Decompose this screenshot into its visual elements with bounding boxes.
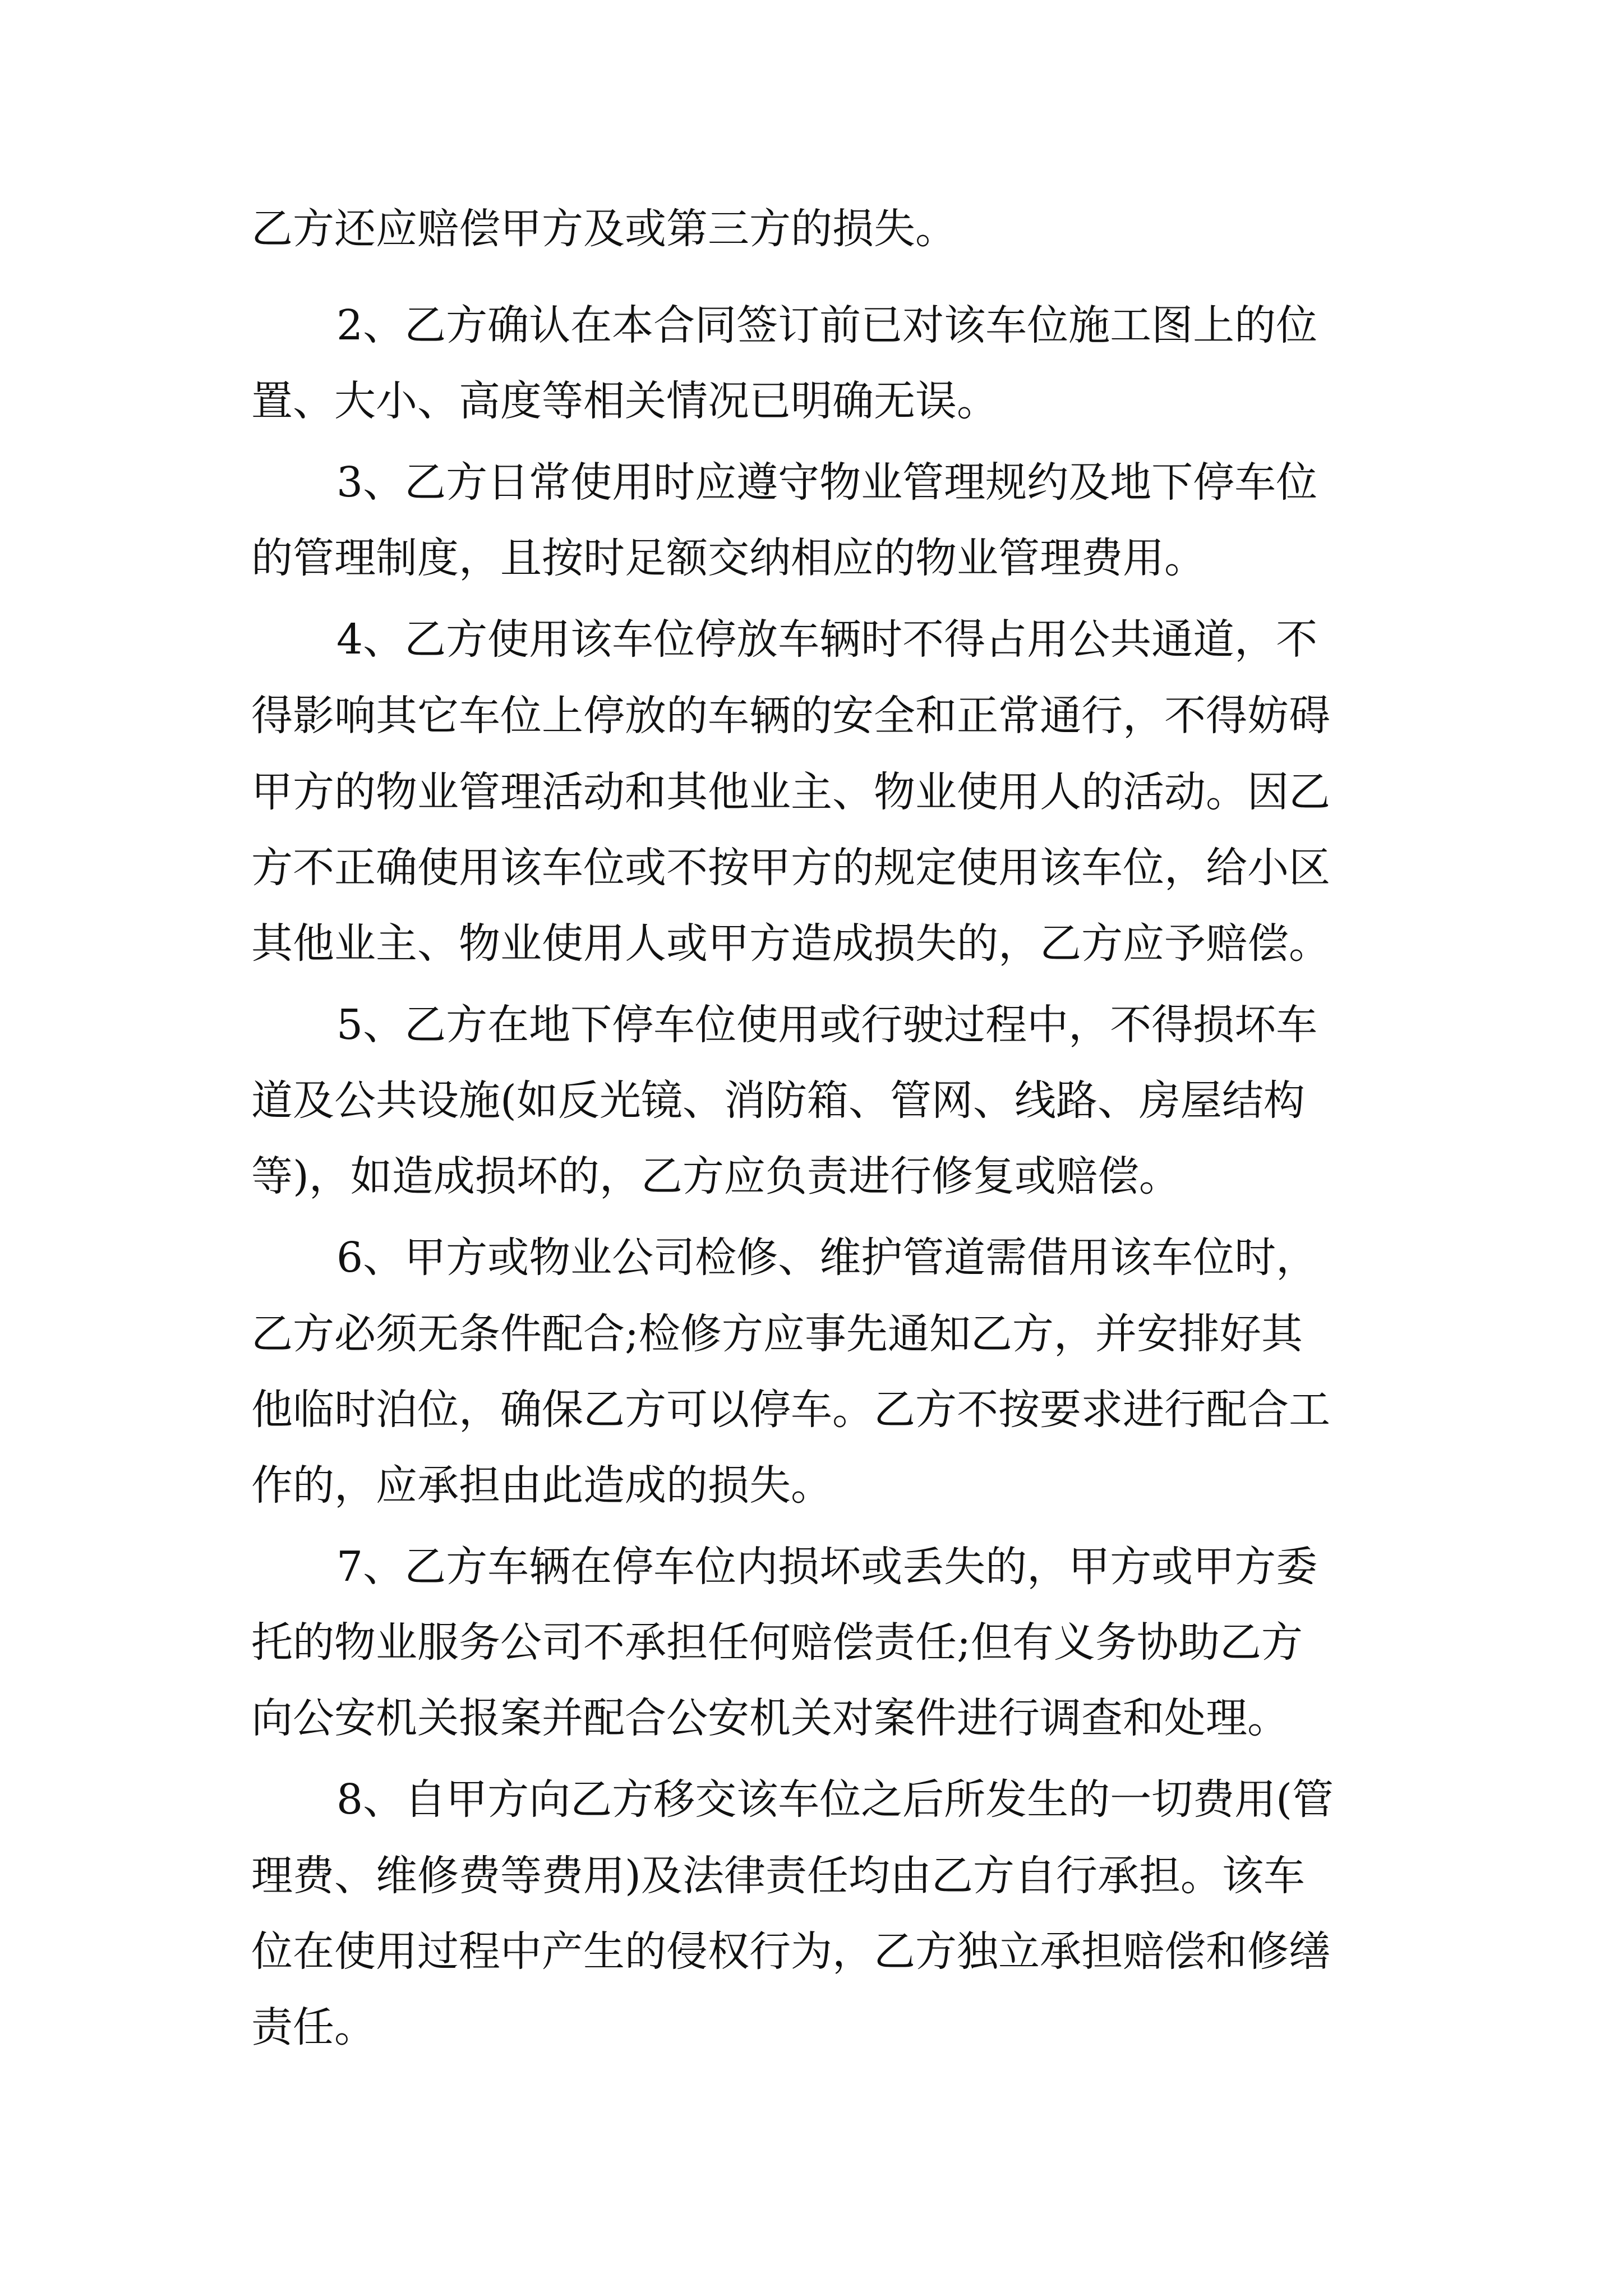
text-line: 甲方的物业管理活动和其他业主、物业使用人的活动。因乙 (251, 768, 1330, 816)
text-line: 4、乙方使用该车位停放车辆时不得占用公共通道，不 (336, 615, 1318, 664)
text-line: 方不正确使用该车位或不按甲方的规定使用该车位，给小区 (251, 844, 1330, 892)
text-line: 8、自甲方向乙方移交该车位之后所发生的一切费用(管 (336, 1775, 1334, 1824)
text-line: 7、乙方车辆在停车位内损坏或丢失的，甲方或甲方委 (336, 1543, 1318, 1591)
text-line: 其他业主、物业使用人或甲方造成损失的，乙方应予赔偿。 (251, 919, 1330, 968)
text-line: 6、甲方或物业公司检修、维护管道需借用该车位时， (336, 1234, 1318, 1282)
text-line: 等)，如造成损坏的，乙方应负责进行修复或赔偿。 (251, 1152, 1181, 1200)
text-line: 托的物业服务公司不承担任何赔偿责任;但有义务协助乙方 (251, 1618, 1303, 1667)
text-line: 乙方还应赔偿甲方及或第三方的损失。 (251, 205, 957, 253)
text-line: 向公安机关报案并配合公安机关对案件进行调查和处理。 (251, 1694, 1289, 1742)
text-line: 他临时泊位，确保乙方可以停车。乙方不按要求进行配合工 (251, 1386, 1330, 1434)
text-line: 5、乙方在地下停车位使用或行驶过程中，不得损坏车 (336, 1001, 1318, 1049)
text-line: 置、大小、高度等相关情况已明确无误。 (251, 377, 998, 425)
text-line: 2、乙方确认在本合同签订前已对该车位施工图上的位 (336, 301, 1318, 349)
text-line: 道及公共设施(如反光镜、消防箱、管网、线路、房屋结构 (251, 1076, 1305, 1125)
text-line: 乙方必须无条件配合;检修方应事先通知乙方，并安排好其 (251, 1310, 1303, 1358)
text-line: 理费、维修费等费用)及法律责任均由乙方自行承担。该车 (251, 1852, 1305, 1900)
text-line: 的管理制度，且按时足额交纳相应的物业管理费用。 (251, 534, 1206, 582)
text-line: 责任。 (251, 2003, 376, 2051)
text-line: 得影响其它车位上停放的车辆的安全和正常通行，不得妨碍 (251, 692, 1330, 740)
text-line: 作的，应承担由此造成的损失。 (251, 1461, 832, 1510)
text-line: 位在使用过程中产生的侵权行为，乙方独立承担赔偿和修缮 (251, 1927, 1330, 1976)
text-line: 3、乙方日常使用时应遵守物业管理规约及地下停车位 (336, 458, 1318, 507)
